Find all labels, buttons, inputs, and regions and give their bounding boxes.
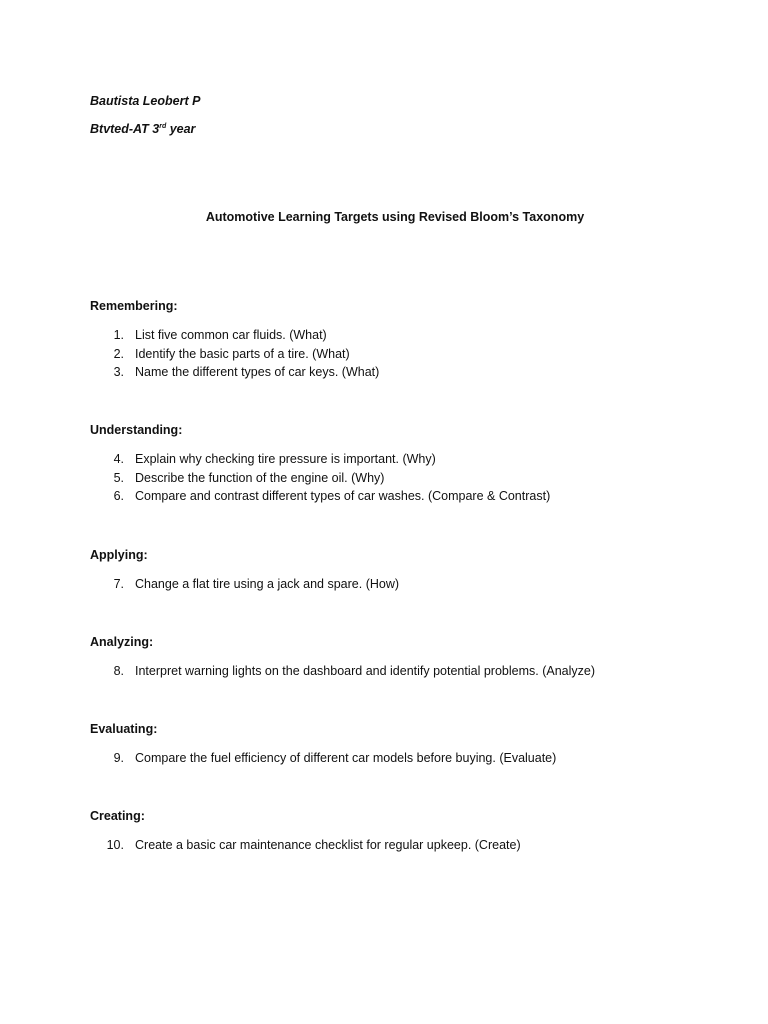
item-list (90, 450, 730, 506)
section-applying (90, 546, 730, 594)
item-text: Create a basic car maintenance checklist for regular upkeep. (Create) (135, 838, 521, 852)
item-number: 5. (113, 470, 124, 485)
item-number: 2. (113, 346, 124, 361)
item-number: 6. (113, 489, 124, 504)
author-name: Bautista Leobert P (90, 94, 201, 108)
author-course (90, 122, 195, 136)
section-evaluating (90, 720, 730, 768)
item-text: List five common car fluids. (What) (135, 328, 327, 342)
list-item (90, 469, 730, 488)
section-remembering (90, 297, 730, 382)
item-number: 10. (106, 838, 124, 852)
section-understanding (90, 421, 730, 506)
course-prefix: Btvted-AT 3 (90, 122, 160, 136)
item-list (90, 749, 730, 768)
item-number: 1. (113, 328, 124, 342)
item-text: Explain why checking tire pressure is important. (Why) (135, 452, 436, 466)
course-suffix: year (166, 122, 196, 136)
list-item (90, 363, 730, 382)
item-text: Identify the basic parts of a tire. (What) (135, 346, 350, 361)
list-item (90, 662, 730, 681)
list-item (90, 836, 730, 855)
list-item (90, 450, 730, 469)
list-item (90, 326, 730, 345)
item-text: Name the different types of car keys. (What) (135, 365, 380, 380)
course-ordinal-suffix: rd (159, 122, 167, 130)
list-item (90, 487, 730, 506)
section-heading: Remembering: (90, 299, 178, 313)
item-text: Describe the function of the engine oil. (Why) (135, 470, 385, 485)
item-number: 3. (113, 365, 124, 380)
item-text: Compare the fuel efficiency of different car models before buying. (Evaluate) (135, 751, 557, 765)
section-heading: Creating: (90, 809, 145, 823)
section-heading: Evaluating: (90, 722, 158, 736)
document-title: Automotive Learning Targets using Revised Bloom’s Taxonomy (205, 210, 585, 224)
item-text: Change a flat tire using a jack and spare. (How) (135, 577, 400, 591)
item-number: 9. (113, 751, 124, 765)
item-list (90, 836, 730, 855)
item-list (90, 575, 730, 594)
item-number: 4. (113, 452, 124, 466)
item-text: Interpret warning lights on the dashboard and identify potential problems. (Analyze) (135, 664, 595, 678)
section-heading: Applying: (90, 548, 148, 562)
item-list (90, 326, 730, 382)
item-number: 7. (113, 577, 124, 591)
item-list (90, 662, 730, 681)
section-creating (90, 807, 730, 855)
list-item (90, 345, 730, 364)
section-heading: Understanding: (90, 423, 183, 437)
list-item (90, 575, 730, 594)
list-item (90, 749, 730, 768)
section-analyzing (90, 633, 730, 681)
section-heading: Analyzing: (90, 635, 154, 649)
item-number: 8. (113, 664, 124, 678)
item-text: Compare and contrast different types of car washes. (Compare & Contrast) (135, 489, 551, 504)
